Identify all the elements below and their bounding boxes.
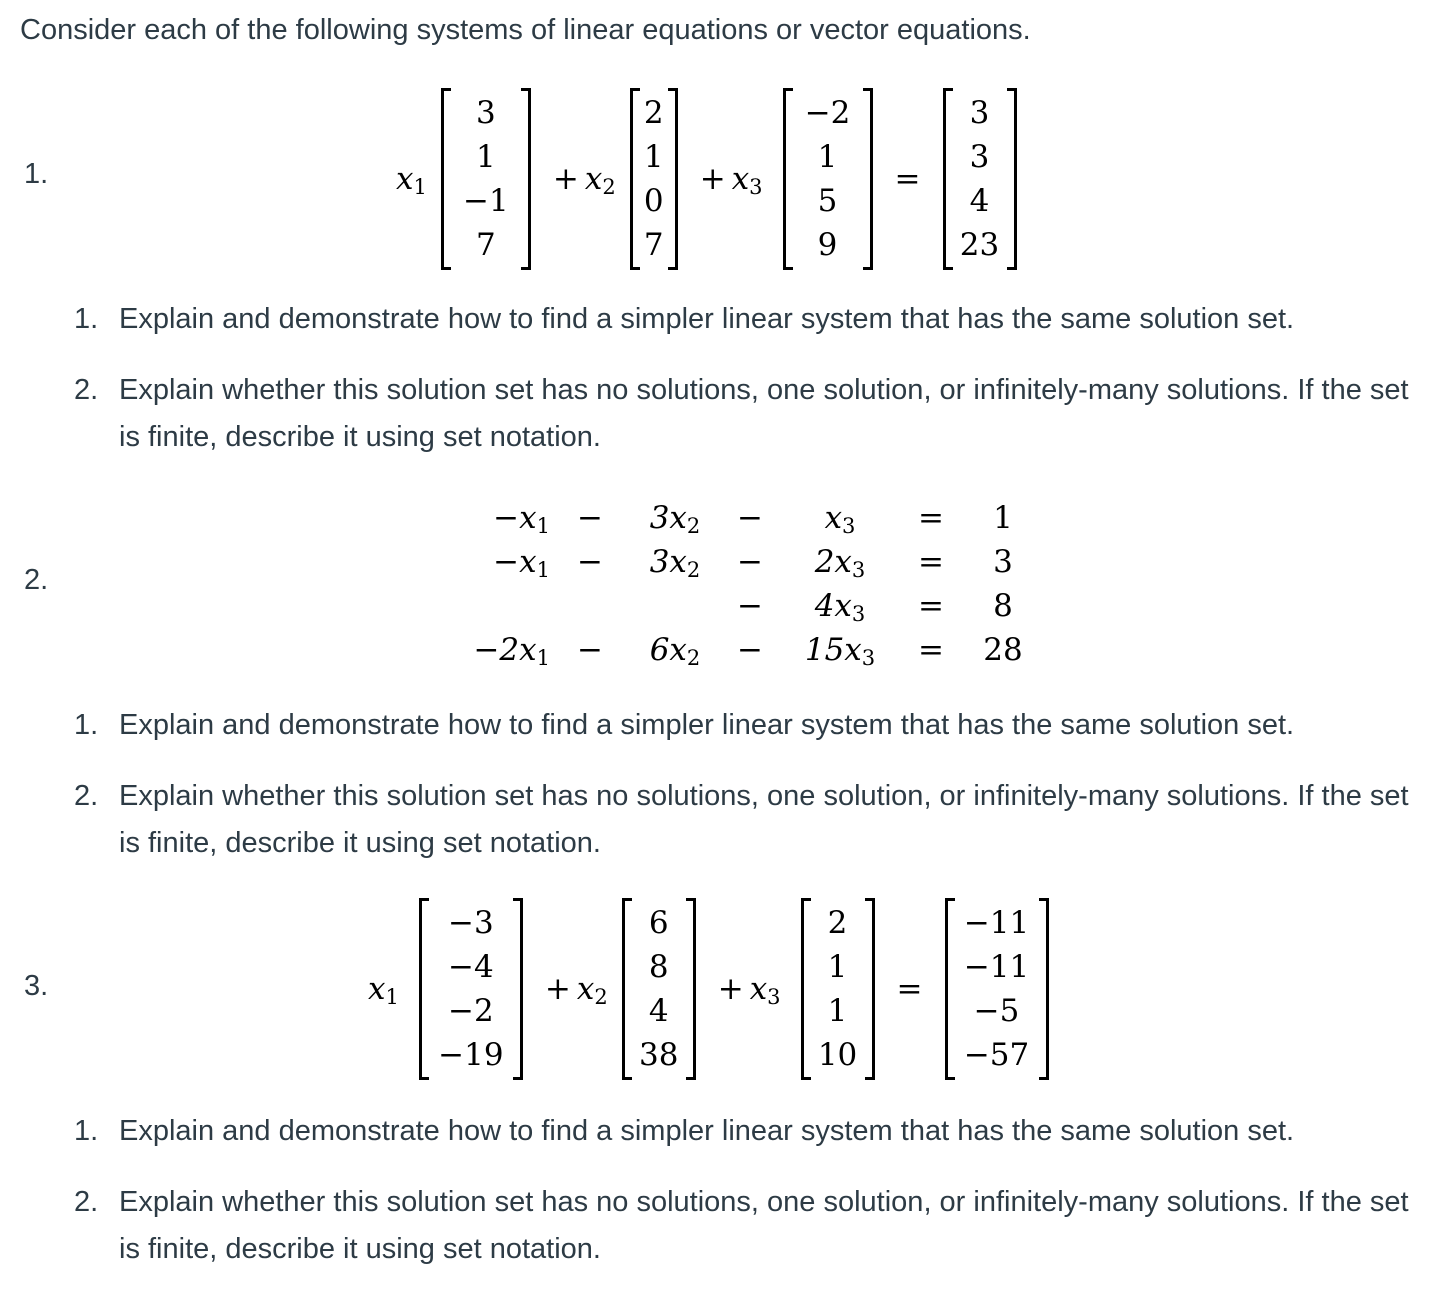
vector-entry: −5 — [973, 993, 1020, 1029]
vector-entry: −57 — [963, 1037, 1030, 1073]
vector-equation — [368, 898, 1049, 1080]
term-coefficient: −x — [493, 544, 537, 580]
term-subscript: 1 — [536, 558, 550, 582]
equals-sign: = — [894, 161, 921, 197]
vector-entry: 9 — [817, 227, 838, 263]
vector-entry: 3 — [969, 139, 990, 175]
rhs-value: 8 — [993, 588, 1013, 624]
term-subscript: 1 — [536, 514, 550, 538]
term-coefficient: 4x — [814, 588, 852, 624]
term-x3 — [790, 628, 890, 672]
vector-entry: 2 — [643, 95, 664, 131]
vector-entry: −11 — [963, 949, 1030, 985]
variable: $x_1$ — [396, 161, 427, 199]
minus-sign: − — [737, 500, 763, 536]
vector-entry: 1 — [827, 993, 848, 1029]
vector-entry: 3 — [475, 95, 496, 131]
plus-sign: + — [717, 971, 744, 1007]
rhs-value: 1 — [993, 500, 1013, 536]
variable: $x_3$ — [749, 971, 781, 1009]
coefficient-vector — [783, 88, 873, 270]
vector-entry: −4 — [448, 949, 494, 985]
equals-sign: = — [918, 588, 944, 624]
equals-sign: = — [918, 500, 944, 536]
vector-entry: 2 — [827, 905, 848, 941]
plus-sign: + — [544, 971, 571, 1007]
term-x3 — [790, 496, 890, 540]
minus-sign: − — [737, 544, 763, 580]
list-item — [74, 1108, 1419, 1155]
term-subscript: 3 — [851, 558, 866, 582]
vector-entry: 7 — [475, 227, 496, 263]
constant-vector — [943, 88, 1017, 270]
vector-entry: 8 — [648, 949, 669, 985]
term-coefficient: −x — [493, 500, 537, 536]
minus-sign: − — [737, 588, 763, 624]
vector-entry: 10 — [817, 1037, 858, 1073]
term-coefficient: −2x — [473, 632, 537, 668]
term-x2 — [630, 540, 720, 584]
question-text: Explain whether this solution set has no solutions, one solution, or infinitely-many solutions. If the set is finite, describe it using set notation. — [119, 374, 1409, 453]
vector-entry: 0 — [643, 183, 664, 219]
variable: $x_1$ — [368, 971, 399, 1009]
term-coefficient: 2x — [814, 544, 852, 580]
vector-entry: 5 — [817, 183, 838, 219]
term-subscript: 3 — [851, 602, 866, 626]
vector-entry: −19 — [438, 1037, 504, 1073]
vector-entry: 6 — [648, 905, 669, 941]
term-x2 — [630, 496, 720, 540]
term-coefficient: 3x — [649, 544, 687, 580]
list-item — [74, 367, 1419, 461]
vector-entry: 7 — [643, 227, 664, 263]
list-item — [74, 773, 1419, 867]
question-text: Explain whether this solution set has no solutions, one solution, or infinitely-many solutions. If the set is finite, describe it using set notation. — [119, 1186, 1409, 1265]
equals-sign: = — [896, 971, 923, 1007]
list-item — [74, 296, 1419, 343]
vector-entry: −2 — [804, 95, 851, 131]
vector-entry: 23 — [959, 227, 1000, 263]
question-list — [74, 702, 1419, 891]
problem-number: 2. — [24, 564, 49, 596]
equals-sign: = — [918, 632, 944, 668]
coefficient-vector — [441, 88, 531, 270]
term-coefficient: 3x — [649, 500, 687, 536]
problem-number: 3. — [24, 970, 49, 1002]
term-subscript: 3 — [861, 646, 876, 670]
term-x1 — [440, 628, 550, 672]
item-number: 1. — [74, 709, 99, 741]
term-coefficient: 15x — [804, 632, 862, 668]
term-x2 — [630, 628, 720, 672]
minus-sign: − — [577, 632, 603, 668]
plus-sign: + — [699, 161, 726, 197]
term-coefficient: x — [824, 500, 843, 536]
vector-entry: 1 — [475, 139, 496, 175]
vector-entry: 3 — [969, 95, 990, 131]
vector-entry: 4 — [648, 993, 669, 1029]
list-item — [74, 702, 1419, 749]
question-text: Explain and demonstrate how to find a simpler linear system that has the same solution set. — [119, 1115, 1295, 1147]
intro-text: Consider each of the following systems of linear equations or vector equations. — [20, 14, 1031, 46]
vector-entry: 1 — [827, 949, 848, 985]
question-text: Explain whether this solution set has no solutions, one solution, or infinitely-many solutions. If the set is finite, describe it using set notation. — [119, 780, 1409, 859]
term-subscript: 2 — [686, 514, 701, 538]
term-x1 — [440, 496, 550, 540]
term-subscript: 2 — [686, 646, 701, 670]
rhs-value: 28 — [983, 632, 1023, 668]
vector-entry: 1 — [643, 139, 664, 175]
term-subscript: 1 — [536, 646, 550, 670]
list-item — [74, 1179, 1419, 1273]
item-number: 2. — [74, 374, 99, 406]
term-x3 — [790, 540, 890, 584]
term-coefficient: 6x — [649, 632, 687, 668]
variable: $x_2$ — [576, 971, 608, 1009]
coefficient-vector — [419, 898, 523, 1080]
question-text: Explain and demonstrate how to find a simpler linear system that has the same solution set. — [119, 303, 1295, 335]
coefficient-vector — [630, 88, 678, 270]
vector-entry: 1 — [817, 139, 838, 175]
item-number: 2. — [74, 780, 99, 812]
vector-entry: −3 — [448, 905, 494, 941]
vector-entry: 38 — [638, 1037, 679, 1073]
linear-system — [440, 496, 1040, 676]
term-subscript: 3 — [842, 514, 856, 538]
item-number: 1. — [74, 1115, 99, 1147]
variable: $x_3$ — [731, 161, 763, 199]
vector-equation — [396, 88, 1017, 270]
plus-sign: + — [552, 161, 579, 197]
coefficient-vector — [801, 898, 875, 1080]
minus-sign: − — [737, 632, 763, 668]
term-x3 — [790, 584, 890, 628]
vector-entry: −1 — [463, 183, 509, 219]
question-text: Explain and demonstrate how to find a simpler linear system that has the same solution set. — [119, 709, 1295, 741]
vector-entry: −2 — [448, 993, 494, 1029]
variable: $x_2$ — [584, 161, 616, 199]
coefficient-vector — [622, 898, 696, 1080]
rhs-value: 3 — [993, 544, 1013, 580]
question-list — [74, 1108, 1419, 1297]
term-subscript: 2 — [686, 558, 701, 582]
minus-sign: − — [577, 500, 603, 536]
minus-sign: − — [577, 544, 603, 580]
item-number: 2. — [74, 1186, 99, 1218]
term-x1 — [440, 540, 550, 584]
question-list — [74, 296, 1419, 485]
vector-entry: 4 — [969, 183, 990, 219]
vector-entry: −11 — [963, 905, 1030, 941]
item-number: 1. — [74, 303, 99, 335]
problem-number: 1. — [24, 158, 49, 190]
constant-vector — [945, 898, 1049, 1080]
equals-sign: = — [918, 544, 944, 580]
